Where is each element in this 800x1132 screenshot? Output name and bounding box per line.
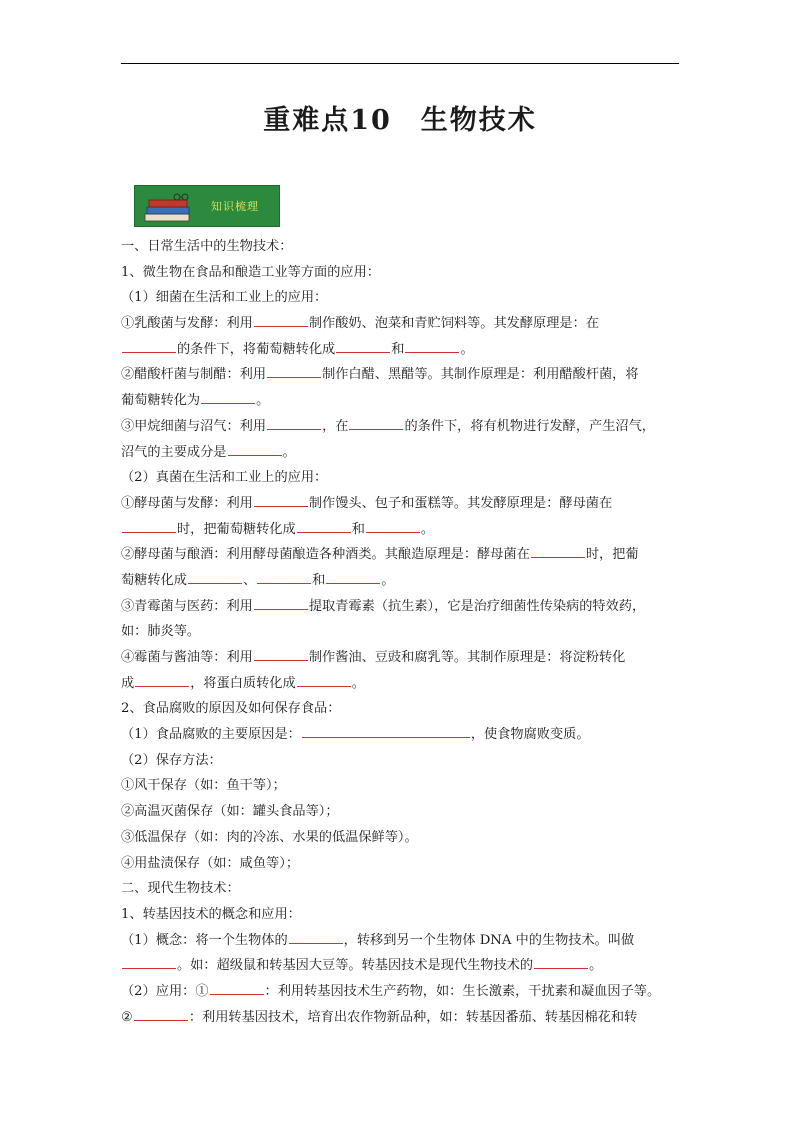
text-line (121, 517, 681, 543)
line-text: 制作馒头、包子和蛋糕等。其发酵原理是：酵母菌在 (308, 495, 613, 511)
line-text: ② (121, 1009, 133, 1025)
line-text: ④霉菌与酱油等：利用 (121, 650, 253, 665)
line-text: 1、转基因技术的概念和应用： (121, 906, 301, 922)
text-line (121, 953, 681, 979)
line-text: ：利用转基因技术生产药物，如：生长激素，干扰素和凝血因子等。 (264, 983, 661, 999)
document-body (121, 234, 681, 1030)
text-line (121, 414, 681, 440)
line-text: 和 (391, 341, 405, 357)
fill-in-blank[interactable] (254, 646, 308, 661)
line-text: （2）应用：① (121, 983, 209, 999)
text-line (121, 568, 681, 594)
line-text: 制作白醋、黑醋等。其制作原理是：利用醋酸杆菌，将 (322, 367, 639, 383)
fill-in-blank[interactable] (534, 954, 588, 969)
text-line (121, 594, 681, 620)
text-line (121, 260, 681, 286)
text-line (121, 1005, 681, 1031)
fill-in-blank[interactable] (349, 415, 403, 430)
line-text: 如：肺炎等。 (121, 624, 201, 640)
line-text: （1）细菌在生活和工业上的应用： (121, 290, 328, 306)
fill-in-blank[interactable] (210, 980, 264, 995)
line-text: 成 (121, 675, 135, 691)
line-text: 时，把葡萄糖转化成 (177, 521, 296, 537)
fill-in-blank[interactable] (366, 518, 420, 533)
text-line (121, 748, 681, 774)
line-text: 时，把葡 (585, 547, 639, 563)
fill-in-blank[interactable] (135, 672, 189, 687)
fill-in-blank[interactable] (228, 441, 282, 456)
fill-in-blank[interactable] (201, 389, 255, 404)
text-line (121, 440, 681, 466)
line-text: 葡萄糖转化为 (121, 393, 201, 409)
line-text: ，使食物腐败变质。 (470, 727, 590, 743)
line-text: ④用盐渍保存（如：咸鱼等）； (121, 855, 300, 871)
line-text: 。 (420, 521, 435, 537)
fill-in-blank[interactable] (297, 518, 351, 533)
fill-in-blank[interactable] (254, 312, 308, 327)
line-text: ③低温保存（如：肉的冷冻、水果的低温保鲜等）。 (121, 829, 418, 845)
text-line (121, 671, 681, 697)
line-text: 。 (460, 341, 474, 357)
text-line (121, 799, 681, 825)
line-text: ②醋酸杆菌与制醋：利用 (121, 367, 267, 383)
fill-in-blank[interactable] (122, 518, 176, 533)
line-text: ①乳酸菌与发酵：利用 (121, 316, 253, 332)
fill-in-blank[interactable] (302, 723, 470, 738)
line-text: 。 (381, 572, 395, 588)
text-line (121, 979, 681, 1005)
text-line (121, 285, 681, 311)
line-text: 。 (351, 675, 365, 691)
text-line (121, 465, 681, 491)
section-badge (134, 185, 280, 227)
fill-in-blank[interactable] (122, 338, 176, 353)
line-text: 。 (589, 958, 603, 974)
text-line (121, 876, 681, 902)
text-line (121, 825, 681, 851)
line-text: 一、日常生活中的生物技术： (121, 239, 293, 254)
fill-in-blank[interactable] (267, 363, 321, 378)
fill-in-blank[interactable] (267, 415, 321, 430)
line-text: ①酵母菌与发酵：利用 (121, 495, 253, 511)
text-line (121, 388, 681, 414)
line-text: 萄糖转化成 (121, 572, 187, 588)
page-title: 重难点10 生物技术 (263, 105, 537, 136)
line-text: 。 (256, 393, 270, 409)
text-line (121, 491, 681, 517)
line-text: ③甲烷细菌与沼气：利用 (121, 418, 267, 434)
text-line (121, 902, 681, 928)
line-text: ③青霉菌与医药：利用 (121, 598, 253, 614)
fill-in-blank[interactable] (257, 569, 311, 584)
line-text: ，转移到另一个生物体 DNA 中的生物技术。叫做 (343, 932, 635, 948)
text-line (121, 337, 681, 363)
line-text: 制作酸奶、泡菜和青贮饲料等。其发酵原理是：在 (308, 316, 599, 332)
line-text: ①风干保存（如：鱼干等）； (121, 778, 286, 794)
line-text: （2）真菌在生活和工业上的应用： (121, 470, 328, 486)
text-line (121, 851, 681, 877)
fill-in-blank[interactable] (188, 569, 242, 584)
line-text: 和 (312, 572, 326, 588)
fill-in-blank[interactable] (531, 543, 585, 558)
header-rule (121, 63, 679, 64)
fill-in-blank[interactable] (254, 492, 308, 507)
line-text: ②酵母菌与酿酒：利用酵母菌酿造各种酒类。其酿造原理是：酵母菌在 (121, 547, 530, 563)
line-text: （2）保存方法： (121, 752, 222, 768)
line-text: ，将蛋白质转化成 (190, 675, 296, 691)
fill-in-blank[interactable] (405, 338, 459, 353)
line-text: 的条件下，将葡萄糖转化成 (177, 341, 336, 357)
line-text: 2、食品腐败的原因及如何保存食品： (121, 701, 341, 717)
line-text: ：利用转基因技术，培育出农作物新品种，如：转基因番茄、转基因棉花和转 (188, 1009, 638, 1025)
line-text: 的条件下，将有机物进行发酵，产生沼气， (404, 418, 655, 434)
line-text: （1）食品腐败的主要原因是： (121, 727, 301, 743)
line-text: ②高温灭菌保存（如：罐头食品等）； (121, 804, 339, 820)
line-text: 1、微生物在食品和酿造工业等方面的应用： (121, 264, 380, 280)
line-text: ，在 (322, 418, 349, 434)
line-text: 提取青霉素（抗生素），它是治疗细菌性传染病的特效药， (308, 598, 646, 614)
line-text: 制作酱油、豆豉和腐乳等。其制作原理是：将淀粉转化 (308, 650, 626, 665)
fill-in-blank[interactable] (336, 338, 390, 353)
line-text: 。如：超级鼠和转基因大豆等。转基因技术是现代生物技术的 (177, 958, 534, 974)
line-text: 和 (351, 521, 365, 537)
fill-in-blank[interactable] (134, 1006, 188, 1021)
fill-in-blank[interactable] (326, 569, 380, 584)
text-line (121, 362, 681, 388)
line-text: 。 (282, 444, 296, 460)
text-line (121, 696, 681, 722)
line-text: （1）概念：将一个生物体的 (121, 932, 288, 948)
text-line (121, 722, 681, 748)
fill-in-blank[interactable] (254, 595, 308, 610)
line-text: 沼气的主要成分是 (121, 444, 227, 460)
text-line (121, 773, 681, 799)
text-line (121, 311, 681, 337)
text-line (121, 234, 681, 260)
text-line (121, 619, 681, 645)
text-line (121, 542, 681, 568)
line-text: 、 (242, 572, 257, 588)
text-line (121, 645, 681, 671)
line-text: 二、现代生物技术： (121, 881, 240, 897)
fill-in-blank[interactable] (289, 929, 343, 944)
badge-label: 知识梳理 (211, 200, 259, 213)
text-line (121, 928, 681, 954)
fill-in-blank[interactable] (297, 672, 351, 687)
fill-in-blank[interactable] (122, 954, 176, 969)
books-icon (141, 192, 201, 224)
